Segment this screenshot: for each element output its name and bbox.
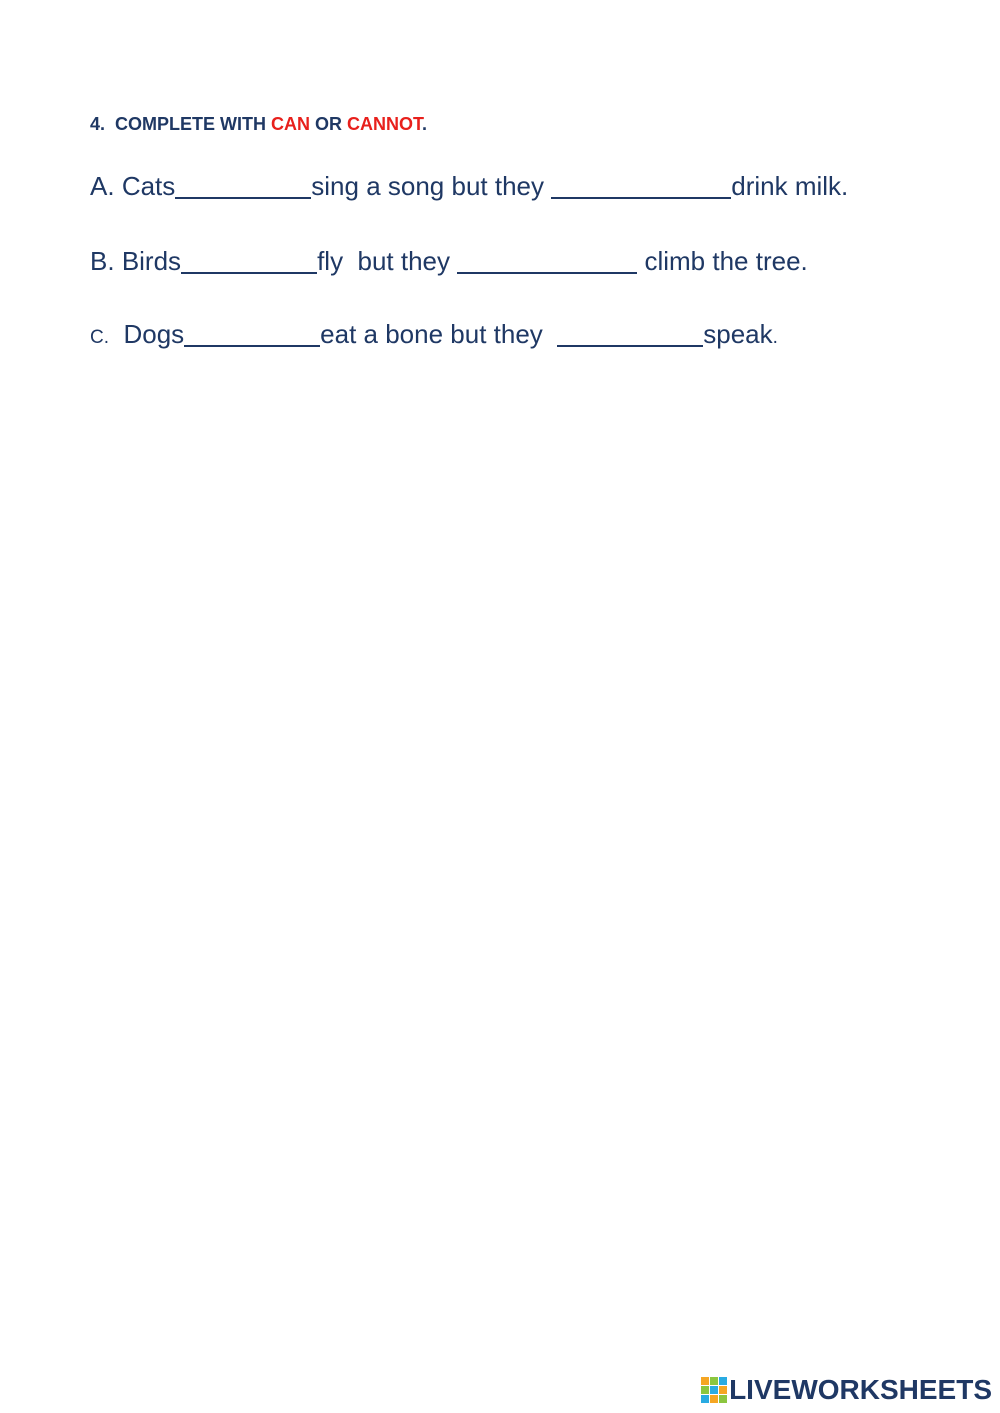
answer-blank-c1[interactable] — [184, 321, 320, 347]
sentence-letter: A. — [90, 171, 115, 201]
sentence-subject: Birds — [121, 246, 182, 276]
answer-blank-b2[interactable] — [457, 248, 637, 274]
instruction-connector: OR — [310, 114, 348, 134]
sentence-middle: eat a bone but they — [320, 319, 558, 349]
sentence-a — [90, 170, 848, 202]
sentence-b — [90, 245, 808, 277]
sentence-subject: Dogs — [123, 319, 185, 349]
instruction-prefix: COMPLETE WITH — [115, 114, 272, 134]
exercise-number: 4. — [90, 114, 106, 134]
answer-blank-b1[interactable] — [181, 248, 317, 274]
sentence-middle: fly but they — [317, 246, 458, 276]
sentence-end: drink milk. — [731, 171, 849, 201]
instruction-suffix: . — [422, 114, 428, 134]
sentence-end: speak — [703, 319, 773, 349]
option-can: CAN — [271, 114, 311, 134]
sentence-end: climb the tree. — [637, 246, 808, 276]
sentence-middle: sing a song but they — [311, 171, 552, 201]
answer-blank-a2[interactable] — [551, 173, 731, 199]
liveworksheets-brand-text: LIVEWORKSHEETS — [729, 1374, 992, 1405]
liveworksheets-logo — [701, 1375, 992, 1405]
exercise-heading — [90, 114, 427, 135]
sentence-letter: B. — [90, 246, 115, 276]
sentence-letter: C. — [90, 327, 109, 348]
sentence-subject: Cats — [121, 171, 176, 201]
option-cannot: CANNOT — [347, 114, 423, 134]
sentence-end-period: . — [772, 327, 778, 348]
answer-blank-c2[interactable] — [557, 321, 703, 347]
liveworksheets-logo-icon — [701, 1377, 727, 1403]
sentence-c — [90, 318, 778, 354]
answer-blank-a1[interactable] — [175, 173, 311, 199]
